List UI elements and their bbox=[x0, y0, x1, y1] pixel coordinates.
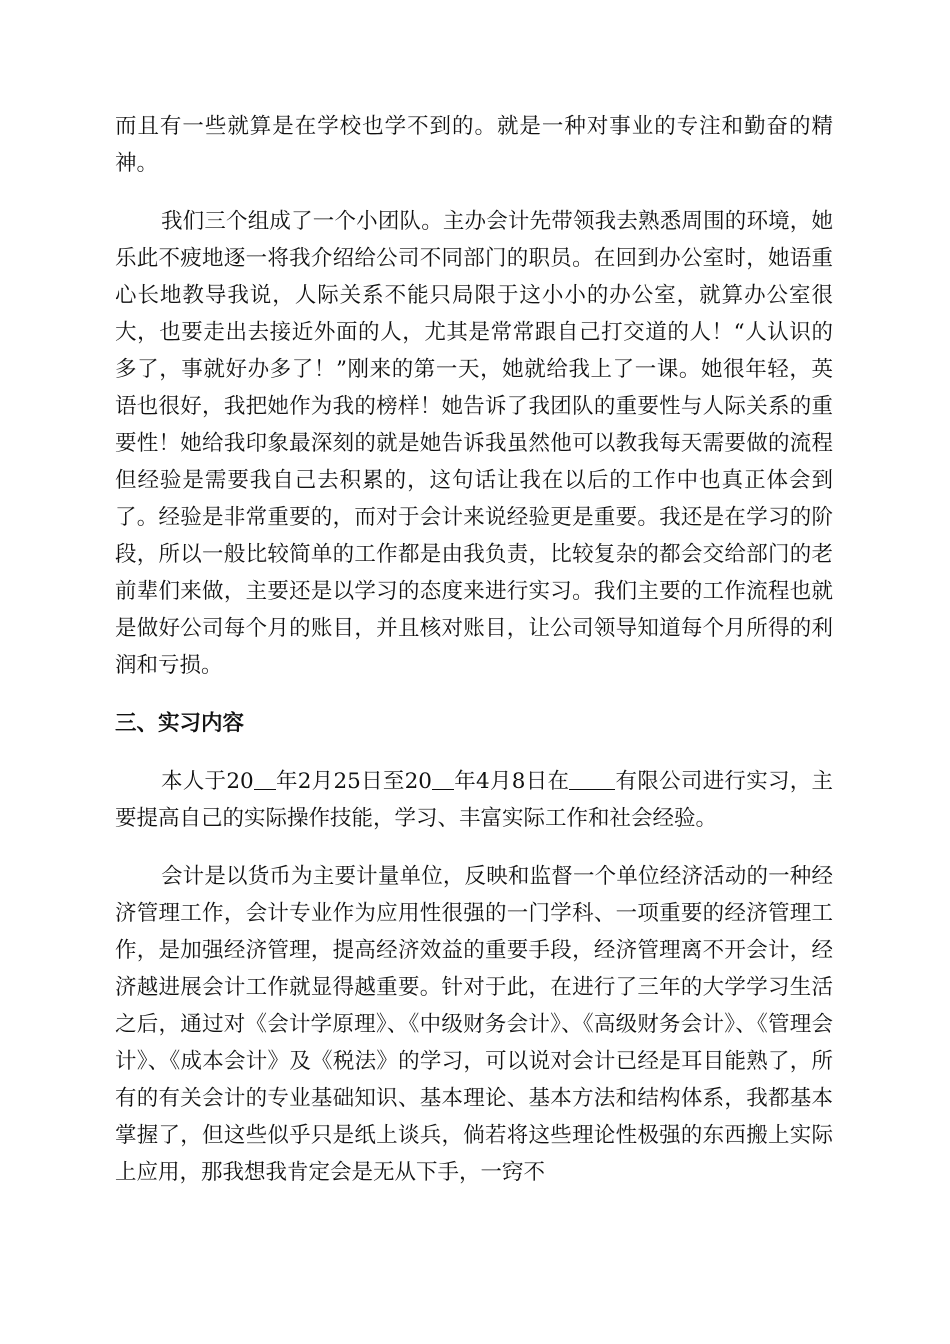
period-text-1: 本人于20 bbox=[161, 769, 254, 794]
company-blank bbox=[569, 768, 615, 791]
paragraph-accounting: 会计是以货币为主要计量单位，反映和监督一个单位经济活动的一种经济管理工作，会计专业作为应用性很强的一门学科、一项重要的经济管理工作，是加强经济管理，提高经济效益的重要手段，经济管理离不开会计，经济越进展会计工作就显得越重要。针对于此，在进行了三年的大学学习生活之后，通过对《会计学原理》、《中级财务会计》、《高级财务会计》、《管理会计》、《成本会计》及《税法》的学习，可以说对会计已经是耳目能熟了，所有的有关会计的专业基础知识、基本理论、基本方法和结构体系，我都基本掌握了，但这些似乎只是纸上谈兵，倘若将这些理论性极强的东西搬上实际上应用，那我想我肯定会是无从下手，一窍不 bbox=[115, 864, 833, 1185]
period-text-3: 年4月8日在 bbox=[454, 769, 570, 794]
year-blank-2 bbox=[432, 768, 454, 791]
paragraph-internship-period bbox=[115, 763, 833, 837]
document-page bbox=[115, 108, 833, 1191]
section-heading: 三、实习内容 bbox=[115, 711, 245, 736]
year-blank-1 bbox=[254, 768, 276, 791]
period-text-2: 年2月25日至20 bbox=[275, 769, 432, 794]
period-text-4: 有限公司进行实习，主要提高自己的实际操作技能，学习、丰富实际工作和社会经验。 bbox=[115, 769, 834, 831]
paragraph-team: 我们三个组成了一个小团队。主办会计先带领我去熟悉周围的环境，她乐此不疲地逐一将我介绍给公司不同部门的职员。在回到办公室时，她语重心长地教导我说，人际关系不能只局限于这小小的办公室，就算办公室很大，也要走出去接近外面的人，尤其是常常跟自己打交道的人！“人认识的多了，事就好办多了！”刚来的第一天，她就给我上了一课。她很年轻，英语也很好，我把她作为我的榜样！她告诉了我团队的重要性与人际关系的重要性！她给我印象最深刻的就是她告诉我虽然他可以教我每天需要做的流程但经验是需要我自己去积累的，这句话让我在以后的工作中也真正体会到了。经验是非常重要的，而对于会计来说经验更是重要。我还是在学习的阶段，所以一般比较简单的工作都是由我负责，比较复杂的都会交给部门的老前辈们来做，主要还是以学习的态度来进行实习。我们主要的工作流程也就是做好公司每个月的账目，并且核对账目，让公司领导知道每个月所得的利润和亏损。 bbox=[115, 209, 833, 678]
paragraph-continued: 而且有一些就算是在学校也学不到的。就是一种对事业的专注和勤奋的精神。 bbox=[115, 114, 833, 176]
